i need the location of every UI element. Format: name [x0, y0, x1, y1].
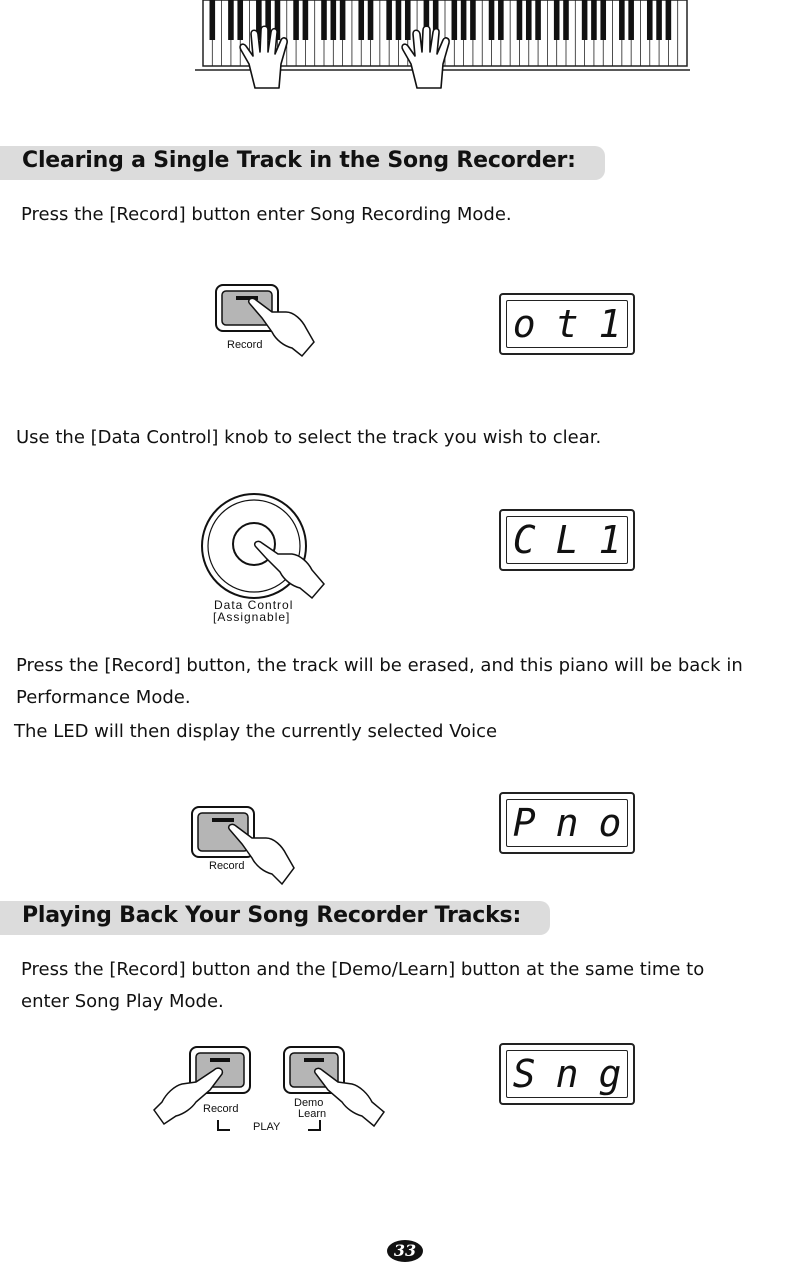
- step-text: Use the [Data Control] knob to select the track you wish to clear.: [16, 427, 602, 448]
- record-button-label: Record: [203, 1103, 239, 1115]
- led-display-text: CL1: [512, 518, 642, 562]
- data-control-knob-icon: [200, 492, 335, 604]
- page-number: 33: [387, 1240, 423, 1262]
- led-display-2: [499, 509, 642, 571]
- step-text: The LED will then display the currently selected Voice: [14, 721, 498, 742]
- play-label: PLAY: [253, 1121, 281, 1133]
- led-display-3: [499, 792, 642, 854]
- section-header-playback: [0, 901, 550, 935]
- step-text: enter Song Play Mode.: [21, 991, 224, 1012]
- step-text: Press the [Record] button and the [Demo/Learn] button at the same time to: [21, 959, 705, 980]
- section-title: Playing Back Your Song Recorder Tracks:: [22, 903, 522, 928]
- record-button-label: Record: [227, 339, 263, 351]
- section-header-clear-track: [0, 146, 605, 180]
- learn-button-label: Learn: [298, 1108, 327, 1120]
- led-display-text: Sng: [512, 1052, 642, 1096]
- section-title: Clearing a Single Track in the Song Recorder:: [22, 148, 576, 173]
- data-control-sublabel: [Assignable]: [213, 610, 291, 624]
- led-display-4: [499, 1043, 642, 1105]
- record-button-icon: [186, 804, 306, 890]
- led-display-text: ot1: [512, 302, 642, 346]
- led-display-text: Pno: [512, 801, 642, 845]
- led-display-1: [499, 293, 642, 355]
- data-control-label: Data Control: [214, 598, 294, 612]
- step-text: Press the [Record] button, the track will be erased, and this piano will be back in: [16, 655, 743, 676]
- step-text: Press the [Record] button enter Song Recording Mode.: [21, 204, 512, 225]
- demo-button-label: Demo: [294, 1097, 324, 1109]
- piano-keyboard-illustration: [195, 0, 695, 92]
- step-text: Performance Mode.: [16, 687, 191, 708]
- record-button-label: Record: [209, 860, 245, 872]
